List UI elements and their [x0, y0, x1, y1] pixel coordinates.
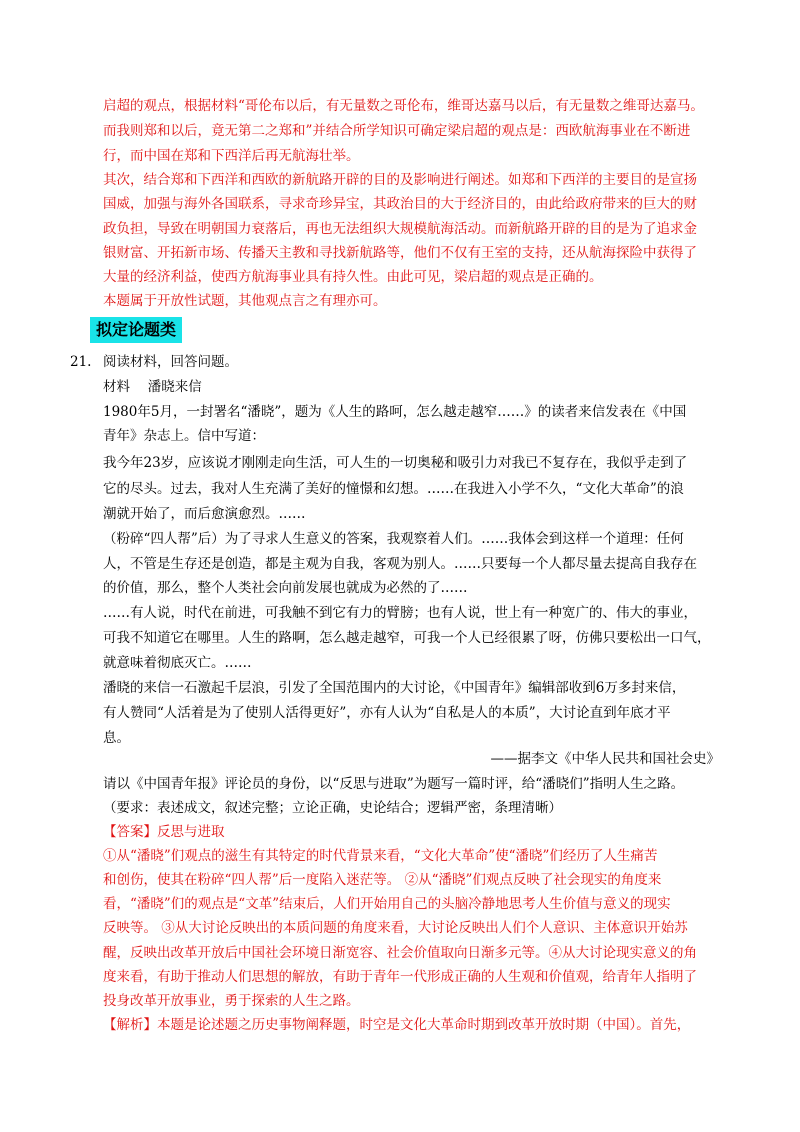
task-line: 请以《中国青年报》评论员的身份，以“反思与进取”为题写一篇时评，给“潘晓们”指明人生之路。: [103, 776, 685, 792]
question-number: 21.: [70, 354, 92, 370]
material-line: 就意味着彻底灭亡。……: [103, 655, 252, 671]
material-line: ……有人说，时代在前进，可我触不到它有力的臂膀；也有人说，世上有一种宽广的、伟大的事业，: [103, 605, 697, 621]
section-heading: 拟定论题类: [90, 317, 182, 343]
material-line: 我今年23岁，应该说才刚刚走向生活，可人生的一切奥秘和吸引力对我已不复存在，我似乎走到了: [103, 455, 688, 471]
answer-line: 行，而中国在郑和下西洋后再无航海壮举。: [103, 148, 360, 164]
material-line: 1980年5月，一封署名“潘晓”，题为《人生的路呵，怎么越走越窄……》的读者来信发表在《中国: [103, 404, 687, 420]
analysis-label: 【解析】: [103, 1017, 157, 1033]
analysis-text: 本题是论述题之历史事物阐释题，时空是文化大革命时期到改革开放时期（中国）。首先，: [157, 1017, 691, 1033]
answer-line: 度来看，有助于推动人们思想的解放，有助于青年一代形成正确的人生观和价值观，给青年人指明了: [103, 969, 697, 985]
answer-line: 看，“潘晓”们的观点是“文革”结束后，人们开始用自己的头脑冷静地思考人生价值与意义的现实: [103, 896, 671, 912]
answer-line: 政负担，导致在明朝国力衰落后，再也无法组织大规模航海活动。而新航路开辟的目的是为了追求金: [103, 221, 697, 237]
answer-line: 国威，加强与海外各国联系，寻求奇珍异宝，其政治目的大于经济目的，由此给政府带来的巨大的财: [103, 196, 697, 212]
answer-line: 本题属于开放性试题，其他观点言之有理亦可。: [103, 293, 387, 309]
answer-line: 大量的经济利益，使西方航海事业具有持久性。由此可见，梁启超的观点是正确的。: [103, 269, 603, 285]
material-line: 息。: [103, 730, 130, 746]
answer-header: [103, 822, 225, 842]
material-line: 青年》杂志上。信中写道：: [103, 428, 265, 444]
answer-line: 启超的观点，根据材料“哥伦布以后，有无量数之哥伦布，维哥达嘉马以后，有无量数之维哥达嘉马。: [103, 98, 704, 114]
material-title: 材料 潘晓来信: [103, 379, 202, 395]
material-line: 有人赞同“人活着是为了使别人活得更好”，亦有人认为“自私是人的本质”，大讨论直到年底才平: [103, 705, 671, 721]
answer-line: 投身改革开放事业，勇于探索的人生之路。: [103, 993, 360, 1009]
analysis-line: [103, 1015, 690, 1035]
material-line: 它的尽头。过去，我对人生充满了美好的憧憬和幻想。……在我进入小学不久，“文化大革命”的浪: [103, 481, 684, 497]
material-line: 潘晓的来信一石激起千层浪，引发了全国范围内的大讨论，《中国青年》编辑部收到6万多封来信，: [103, 680, 686, 696]
answer-line: ①从“潘晓”们观点的滋生有其特定的时代背景来看，“文化大革命”使“潘晓”们经历了人生痛苦: [103, 848, 658, 864]
material-line: 可我不知道它在哪里。人生的路啊，怎么越走越窄，可我一个人已经很累了呀，仿佛只要松出一口气，: [103, 630, 711, 646]
material-source: ——据李文《中华人民共和国社会史》: [490, 751, 720, 767]
answer-label: 【答案】: [103, 824, 157, 840]
answer-line: 醒，反映出改革开放后中国社会环境日渐宽容、社会价值取向日渐多元等。④从大讨论现实意义的角: [103, 945, 697, 961]
answer-line: 银财富、开拓新市场、传播天主教和寻找新航路等，他们不仅有王室的支持，还从航海探险中获得了: [103, 245, 697, 261]
answer-line: 而我则郑和以后，竟无第二之郑和”并结合所学知识可确定梁启超的观点是：西欧航海事业在不断进: [103, 123, 691, 139]
answer-title: 反思与进取: [157, 824, 225, 840]
material-line: 潮就开始了，而后愈演愈烈。……: [103, 506, 306, 522]
material-line: 人，不管是生存还是创造，都是主观为自我，客观为别人。……只要每一个人都尽量去提高自我存在: [103, 556, 697, 572]
question-prompt: 阅读材料，回答问题。: [103, 354, 238, 370]
answer-line: 其次，结合郑和下西洋和西欧的新航路开辟的目的及影响进行阐述。如郑和下西洋的主要目的是宣扬: [103, 172, 697, 188]
answer-line: 反映等。 ③从大讨论反映出的本质问题的角度来看，大讨论反映出人们个人意识、主体意识开始苏: [103, 920, 688, 936]
material-line: （粉碎“四人帮”后）为了寻求人生意义的答案，我观察着人们。……我体会到这样一个道理：任何: [103, 531, 684, 547]
material-line: 的价值，那么，整个人类社会向前发展也就成为必然的了……: [103, 580, 468, 596]
task-line: （要求：表述成文，叙述完整；立论正确，史论结合；逻辑严密，条理清晰）: [103, 800, 562, 816]
answer-line: 和创伤，使其在粉碎“四人帮”后一度陷入迷茫等。 ②从“潘晓”们观点反映了社会现实的角度来: [103, 872, 662, 888]
